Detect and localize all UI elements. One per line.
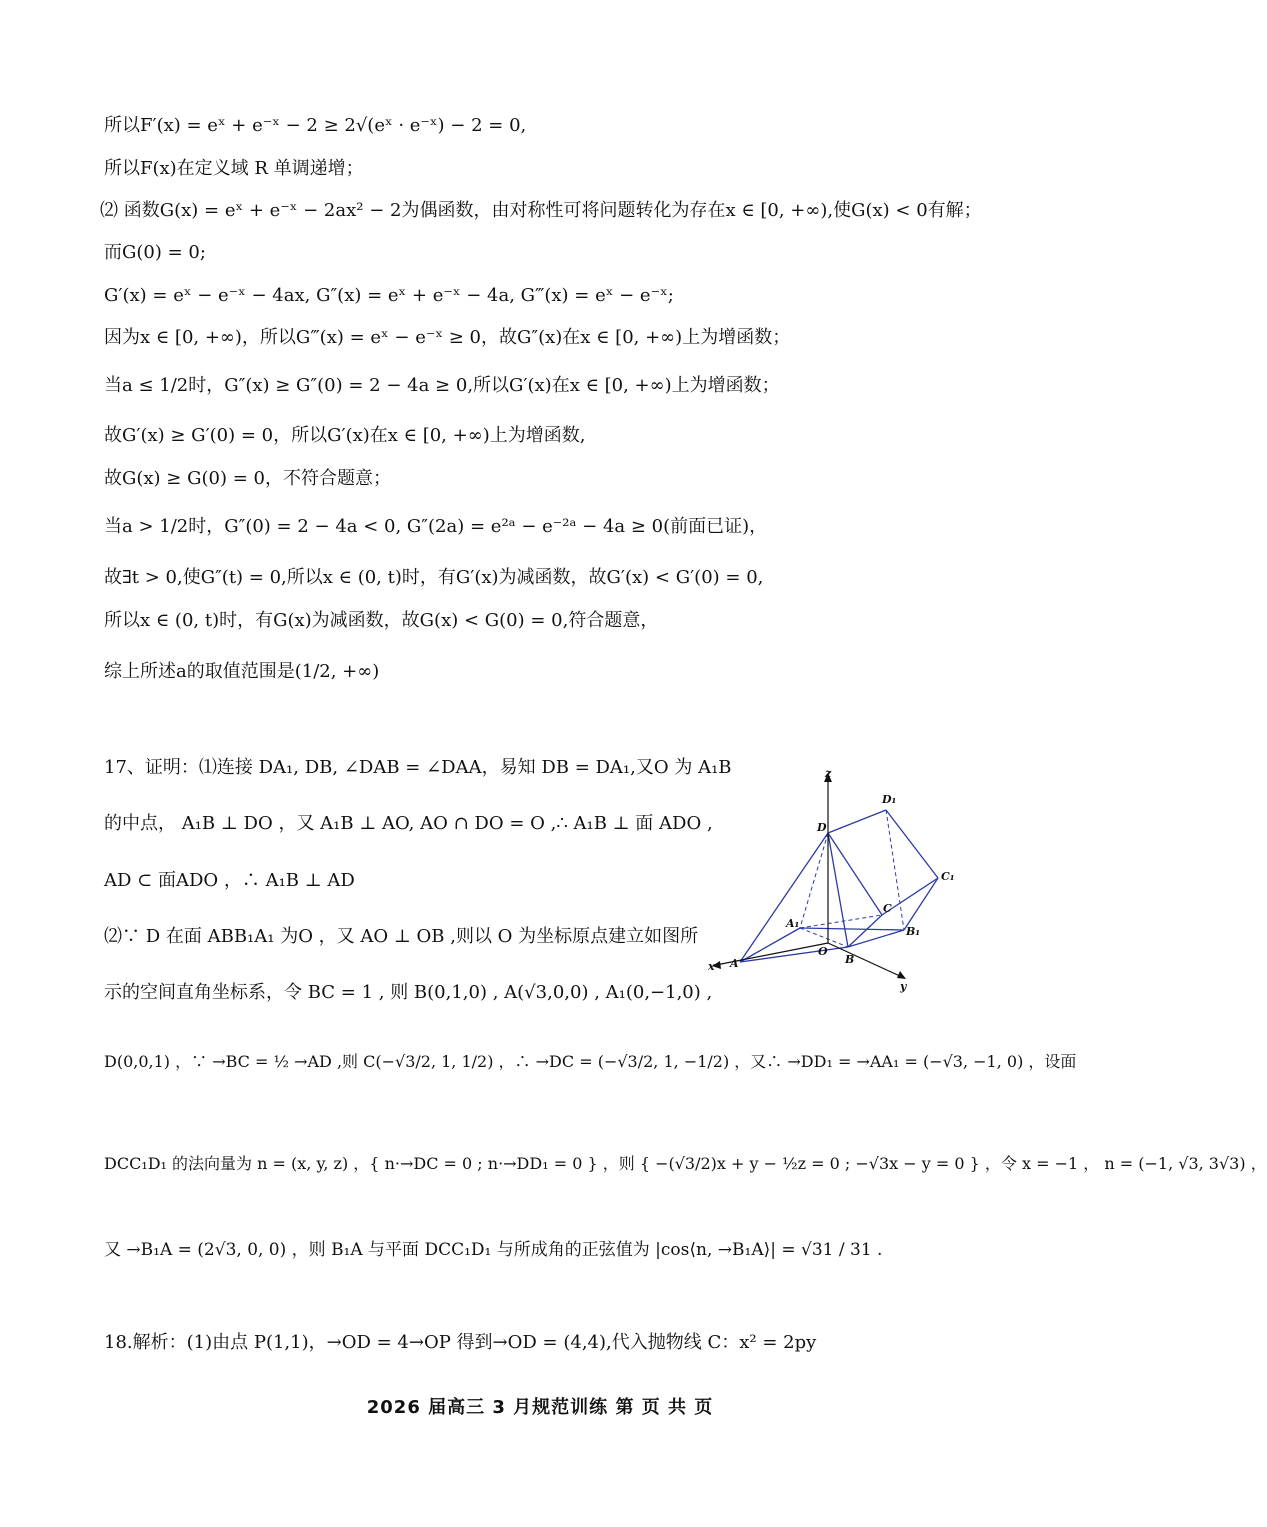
label-D1: D₁ <box>882 793 897 806</box>
solution-line-5: G′(x) = eˣ − e⁻ˣ − 4ax, G″(x) = eˣ + e⁻ˣ − 4a, G‴(x) = eˣ − e⁻ˣ; <box>104 285 674 306</box>
q17-line-8: 又 →B₁A = (2√3, 0, 0) ，则 B₁A 与平面 DCC₁D₁ 与所成角的正弦值为 |cos⟨n, →B₁A⟩| = √31 / 31 . <box>104 1240 883 1260</box>
solution-line-7: 当a ≤ 1/2时，G″(x) ≥ G″(0) = 2 − 4a ≥ 0,所以G′(x)在x ∈ [0, +∞)上为增函数； <box>104 375 780 396</box>
label-A1: A₁ <box>786 917 800 930</box>
q17-line-5: 示的空间直角坐标系，令 BC = 1 , 则 B(0,1,0) , A(√3,0,0) , A₁(0,−1,0) , <box>104 982 713 1003</box>
edge-A1-B1 <box>800 928 904 930</box>
y-axis <box>828 943 902 977</box>
page-footer: 2026 届高三 3 月规范训练 第 页 共 页 <box>366 1397 714 1418</box>
solution-line-6: 因为x ∈ [0, +∞)，所以G‴(x) = eˣ − e⁻ˣ ≥ 0，故G″(x)在x ∈ [0, +∞)上为增函数； <box>104 327 791 348</box>
edge-D-B <box>828 833 848 947</box>
edge-C-D <box>828 833 882 915</box>
edge-A-D <box>740 833 828 962</box>
solution-line-9: 故G(x) ≥ G(0) = 0，不符合题意； <box>104 468 391 489</box>
dashed-D-A1 <box>800 833 828 928</box>
label-y: y <box>900 980 907 993</box>
label-B: B <box>845 953 855 966</box>
solution-line-2: 所以F(x)在定义域 R 单调递增； <box>104 158 364 179</box>
label-D: D <box>817 821 827 834</box>
solution-line-13: 综上所述a的取值范围是(1/2, +∞) <box>104 661 380 682</box>
label-O: O <box>818 945 828 958</box>
label-C: C <box>883 902 892 915</box>
solution-line-8: 故G′(x) ≥ G′(0) = 0，所以G′(x)在x ∈ [0, +∞)上为增函数, <box>104 425 586 446</box>
label-x: x <box>708 960 715 973</box>
solution-line-4: 而G(0) = 0; <box>104 242 206 263</box>
y-arrow-icon <box>897 971 906 979</box>
solution-line-3: ⑵ 函数G(x) = eˣ + e⁻ˣ − 2ax² − 2为偶函数，由对称性可将问题转化为存在x ∈ [0, +∞),使G(x) < 0有解； <box>100 200 982 221</box>
label-A: A <box>730 957 739 970</box>
edge-D-D1 <box>828 810 886 833</box>
q17-line-7: DCC₁D₁ 的法向量为 n = (x, y, z) ，{ n·→DC = 0 ; n·→DD₁ = 0 } ，则 { −(√3/2)x + y − ½z = 0 ; −√3x − y = 0 } ，令 x = −1 ， n = (−1, √3, 3√3) ， <box>104 1154 1267 1173</box>
q17-line-4: ⑵∵ D 在面 ABB₁A₁ 为O ，又 AO ⊥ OB ,则以 O 为坐标原点建立如图所 <box>104 926 699 947</box>
q17-line-6: D(0,0,1) ，∵ →BC = ½ →AD ,则 C(−√3/2, 1, 1/2) ，∴ →DC = (−√3/2, 1, −1/2) ，又∴ →DD₁ = →AA₁ = (−√3, −1, 0) ，设面 <box>104 1052 1077 1071</box>
solution-line-12: 所以x ∈ (0, t)时，有G(x)为减函数，故G(x) < G(0) = 0,符合题意， <box>104 610 659 631</box>
coordinate-figure <box>700 765 970 995</box>
label-z: z <box>825 767 832 780</box>
q17-line-3: AD ⊂ 面ADO ，∴ A₁B ⊥ AD <box>104 870 355 891</box>
label-B1: B₁ <box>906 925 921 938</box>
q17-line-2: 的中点， A₁B ⊥ DO ，又 A₁B ⊥ AO, AO ∩ DO = O ,∴ A₁B ⊥ 面 ADO , <box>104 813 713 834</box>
edge-A-A1 <box>740 928 800 962</box>
label-C1: C₁ <box>941 870 955 883</box>
q18-line-1: 18.解析：(1)由点 P(1,1)，→OD = 4→OP 得到→OD = (4,4),代入抛物线 C：x² = 2py <box>104 1332 817 1353</box>
edge-D1-C1 <box>886 810 938 878</box>
edge-B1-C1 <box>904 878 938 930</box>
q17-line-1: 17、证明：⑴连接 DA₁, DB, ∠DAB = ∠DAA，易知 DB = DA₁,又O 为 A₁B <box>104 757 732 778</box>
solution-line-10: 当a > 1/2时，G″(0) = 2 − 4a < 0, G″(2a) = e²ᵃ − e⁻²ᵃ − 4a ≥ 0(前面已证)， <box>104 516 768 537</box>
solution-line-1: 所以F′(x) = eˣ + e⁻ˣ − 2 ≥ 2√(eˣ · e⁻ˣ) − 2 = 0, <box>104 115 527 136</box>
solution-line-11: 故∃t > 0,使G″(t) = 0,所以x ∈ (0, t)时，有G′(x)为减函数，故G′(x) < G′(0) = 0, <box>104 567 764 588</box>
